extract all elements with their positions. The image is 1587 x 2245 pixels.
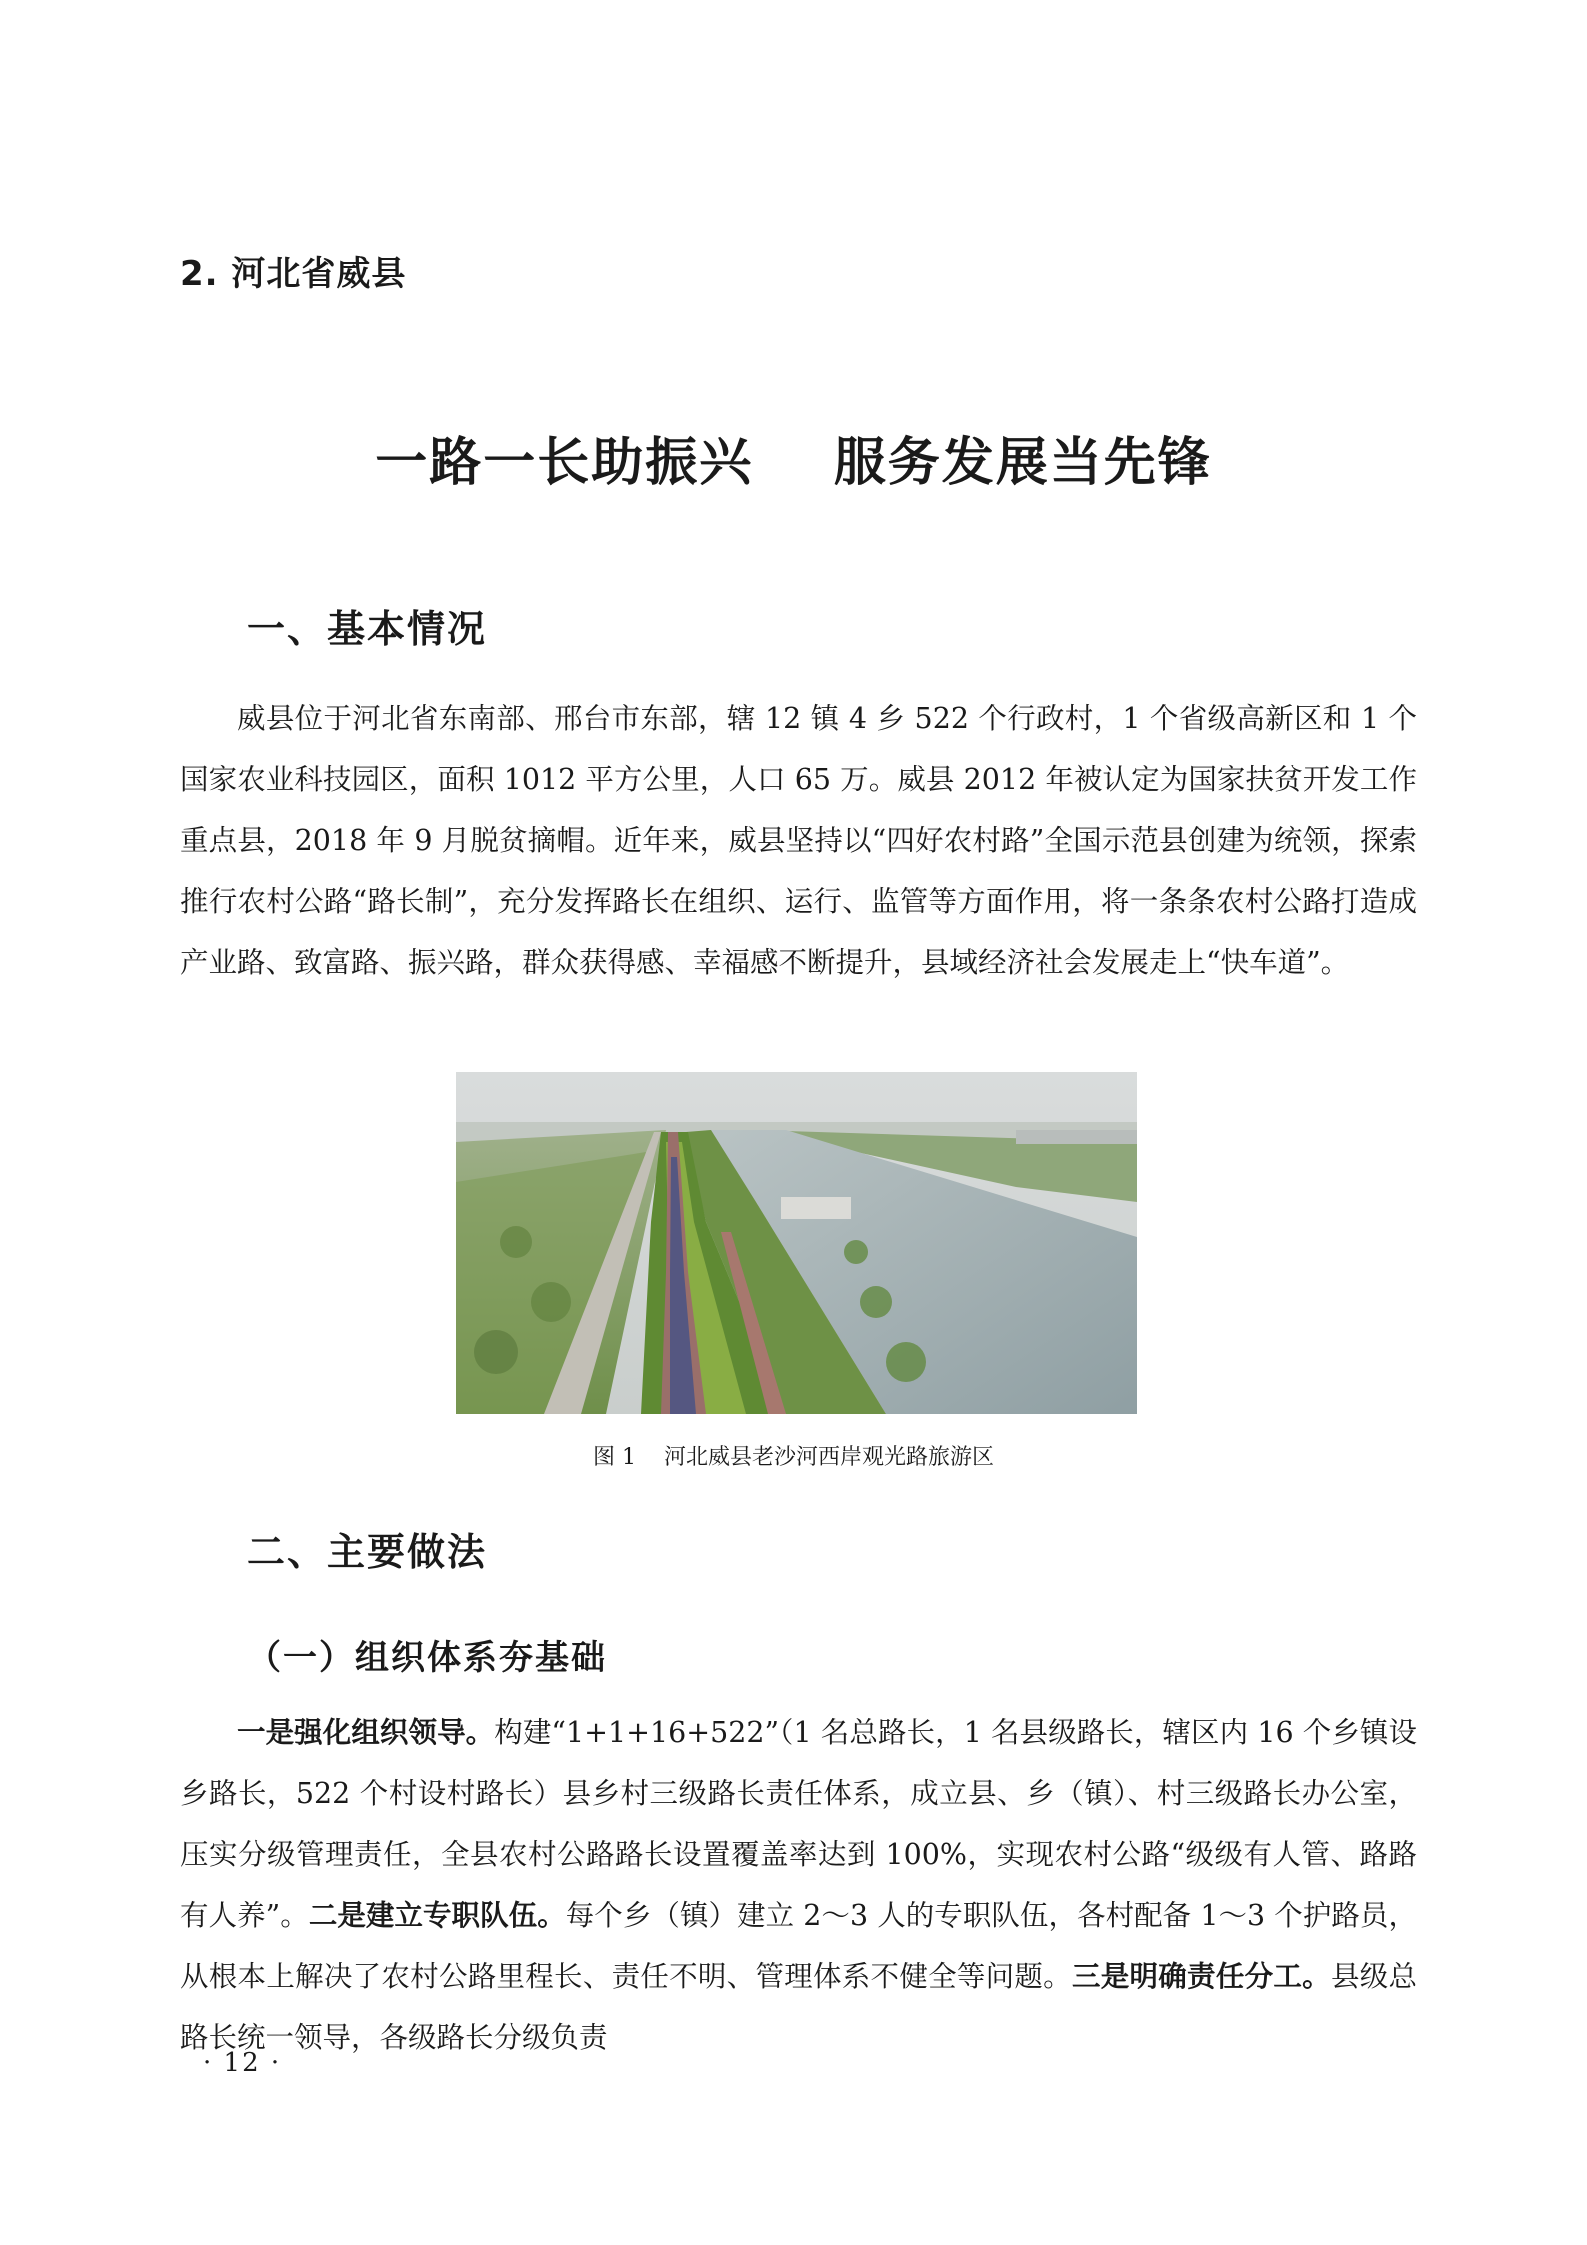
point-two-bold: 二是建立专职队伍。 <box>308 1899 566 1932</box>
point-three-text: 县级总路长统一领导，各级路长分级负责 <box>180 1960 1417 2054</box>
point-two-text: 每个乡（镇）建立 2～3 人的专职队伍，各村配备 1～3 个护路员，从根本上解决了农村公路里程长、责任不明、管理体系不健全等问题。 <box>180 1899 1417 1993</box>
page-number: · 12 · <box>203 2048 282 2078</box>
paragraph-basic-situation: 威县位于河北省东南部、邢台市东部，辖 12 镇 4 乡 522 个行政村，1 个省级高新区和 1 个国家农业科技园区，面积 1012 平方公里，人口 65 万。威县 2012 年被认定为国家扶贫开发工作重点县，2018 年 9 月脱贫摘帽。近年来，威县坚持以“四好农村路”全国示范县创建为统领，探索推行农村公路“路长制”，充分发挥路长在组织、运行、监管等方面作用，将一条条农村公路打造成产业路、致富路、振兴路，群众获得感、幸福感不断提升，县域经济社会发展走上“快车道”。 <box>180 702 1417 979</box>
heading-main-practices: 二、主要做法 <box>247 1530 488 1574</box>
figure-caption: 图 1 河北威县老沙河西岸观光路旅游区 <box>593 1445 994 1470</box>
paragraph-organization-system <box>180 1702 1417 2068</box>
subheading-organization-system: （一）组织体系夯基础 <box>247 1638 607 1678</box>
point-one-text: 构建“1+1+16+522”（1 名总路长，1 名县级路长，辖区内 16 个乡镇设乡路长，522 个村设村路长）县乡村三级路长责任体系，成立县、乡（镇）、村三级路长办公室，压实分级管理责任，全县农村公路路长设置覆盖率达到 100%，实现农村公路“级级有人管、路路有人养”。 <box>180 1716 1417 1932</box>
aerial-road-river-image <box>456 1072 1137 1414</box>
point-one-bold: 一是强化组织领导。 <box>237 1716 495 1749</box>
section-number: 2. 河北省威县 <box>180 254 407 294</box>
heading-basic-situation: 一、基本情况 <box>247 607 488 651</box>
point-three-bold: 三是明确责任分工。 <box>1071 1960 1331 1993</box>
page-title: 一路一长助振兴 服务发展当先锋 <box>375 432 1212 493</box>
figure-photo <box>456 1072 1137 1414</box>
